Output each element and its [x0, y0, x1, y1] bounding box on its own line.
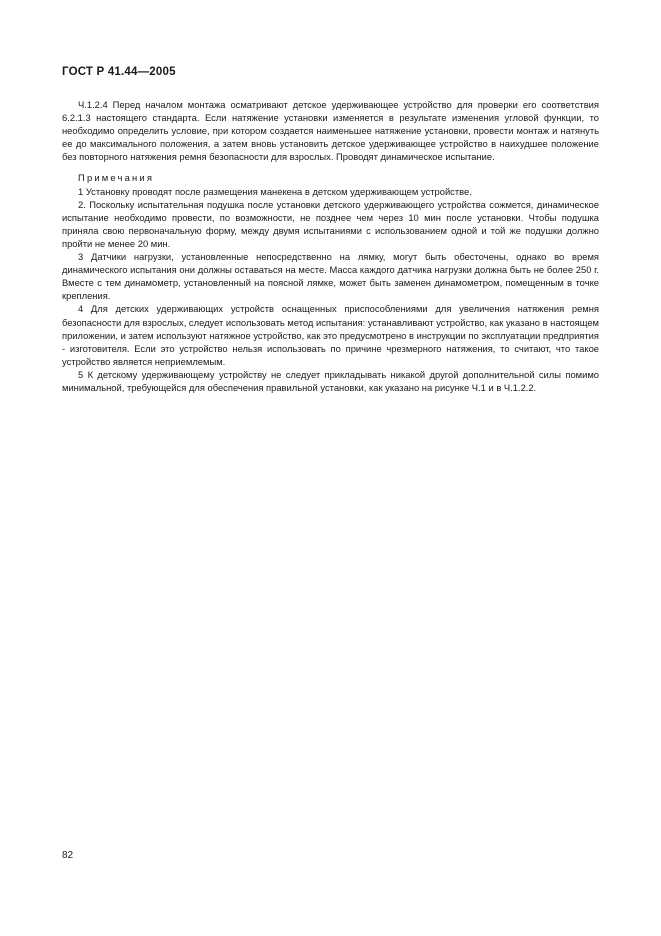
notes-heading: Примечания: [78, 172, 155, 184]
note-item: 3 Датчики нагрузки, установленные непосредственно на лямку, могут быть обесточены, однако во время динамического испытания они должны оставаться на месте. Масса каждого датчика нагрузки должна быть не более 250 г. Вместе с тем динамометр, установленный на поясной лямке, может быть заменен динамометром, помещенным в точке крепления.: [62, 251, 599, 302]
note-item: 5 К детскому удерживающему устройству не следует прикладывать никакой другой дополнительной силы помимо минимальной, требующейся для обеспечения правильной установки, как указано на рисунке Ч.1 и в Ч.1.2.2.: [62, 368, 599, 393]
note-item: 1 Установку проводят после размещения манекена в детском удерживающем устройстве.: [78, 185, 472, 197]
page-number: 82: [62, 850, 74, 861]
clause-paragraph: Ч.1.2.4 Перед началом монтажа осматривают детское удерживающее устройство для проверки его соответствия 6.2.1.3 настоящего стандарта. Если натяжение установки изменяется в результате изменения угловой функции, то необходимо определить условие, при котором создается наименьшее натяжение установки, провести монтаж и натянуть ее до максимального положения, а затем вновь установить детское удерживающее устройство в наихудшее положение без повторного натяжения ремня безопасности для взрослых. Проводят динамическое испытание.: [62, 99, 599, 163]
standard-header: ГОСТ Р 41.44—2005: [62, 66, 176, 78]
note-item: 4 Для детских удерживающих устройств оснащенных приспособлениями для увеличения натяжения ремня безопасности для взрослых, следует использовать метод испытания: устанавливают устройство, как указано в настоящем приложении, и затем используют натяжное устройство, как это предусмотрено в инструкции по эксплуатации предприятия - изготовителя. Если это устройство нельзя использовать по причине чрезмерного натяжения, то считают, что такое устройство является неприемлемым.: [62, 303, 599, 367]
document-body: [62, 98, 599, 394]
note-item: 2. Поскольку испытательная подушка после установки детского удерживающего устройства сожмется, динамическое испытание необходимо провести, по возможности, не позднее чем через 10 мин после установки. Чтобы подушка приняла свою первоначальную форму, между двумя испытаниями с использованием одной и той же подушки должно пройти не менее 20 мин.: [62, 198, 599, 249]
